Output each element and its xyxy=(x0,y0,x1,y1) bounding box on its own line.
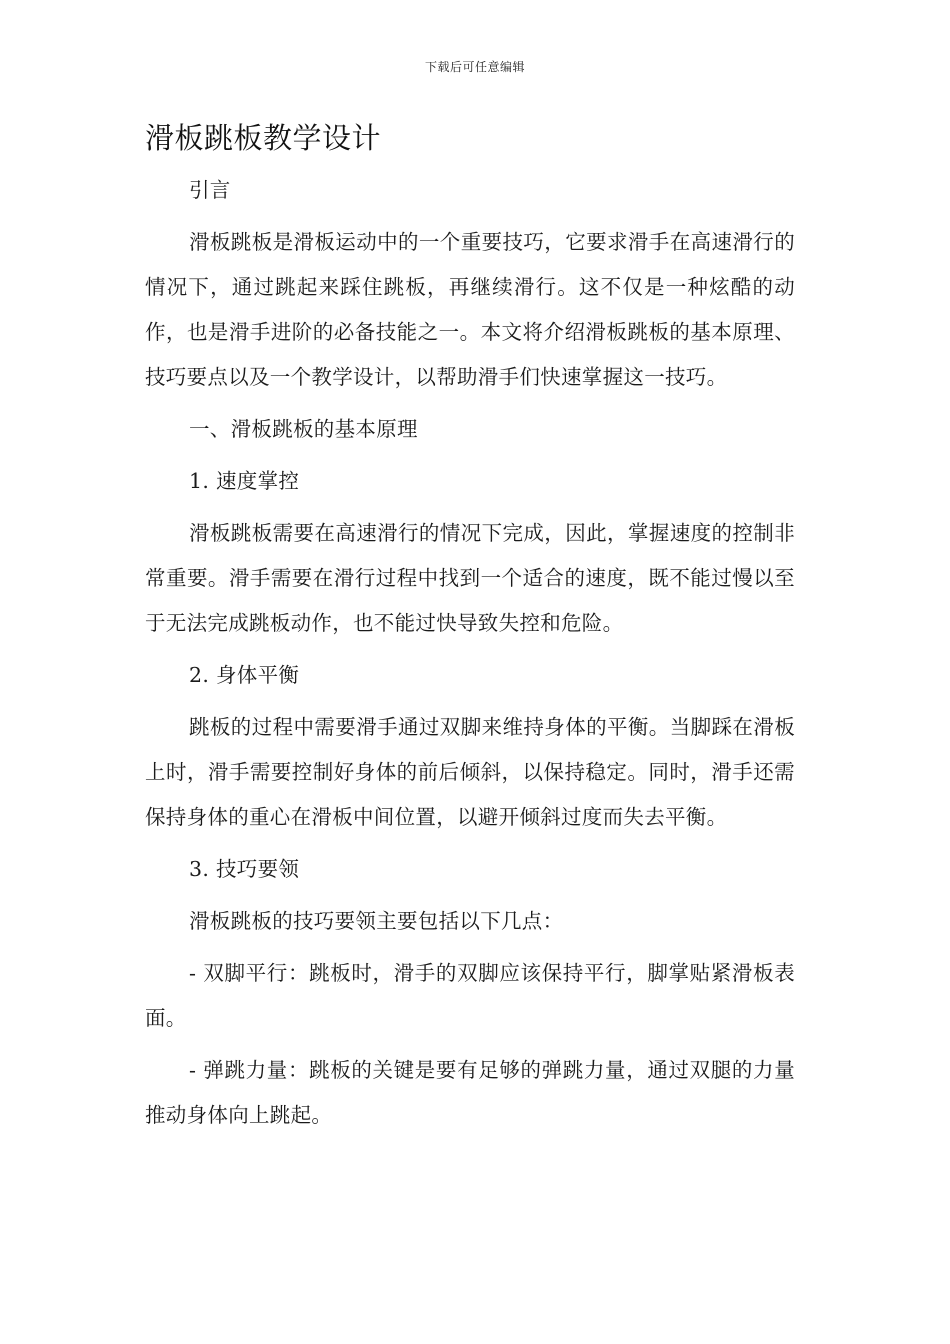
item-paragraph-technique: 滑板跳板的技巧要领主要包括以下几点： xyxy=(189,909,564,933)
item-paragraph-balance: 跳板的过程中需要滑手通过双脚来维持身体的平衡。当脚踩在滑板上时，滑手需要控制好身体的前后倾斜，以保持稳定。同时，滑手还需保持身体的重心在滑板中间位置，以避开倾斜过度而失去平衡。 xyxy=(145,715,795,829)
section-heading-principles: 一、滑板跳板的基本原理 xyxy=(189,417,418,441)
item-heading-technique: 3. 技巧要领 xyxy=(189,857,300,881)
technique-point-jump: - 弹跳力量：跳板的关键是要有足够的弹跳力量，通过双腿的力量推动身体向上跳起。 xyxy=(145,1058,795,1127)
technique-point-feet: - 双脚平行：跳板时，滑手的双脚应该保持平行，脚掌贴紧滑板表面。 xyxy=(145,961,795,1030)
item-heading-speed: 1. 速度掌控 xyxy=(189,469,300,493)
item-paragraph-speed: 滑板跳板需要在高速滑行的情况下完成，因此，掌握速度的控制非常重要。滑手需要在滑行过程中找到一个适合的速度，既不能过慢以至于无法完成跳板动作，也不能过快导致失控和危险。 xyxy=(145,521,795,635)
item-heading-balance: 2. 身体平衡 xyxy=(189,663,300,687)
document-title: 滑板跳板教学设计 xyxy=(145,121,382,155)
document-body xyxy=(145,168,795,1145)
intro-heading: 引言 xyxy=(189,178,231,202)
intro-paragraph: 滑板跳板是滑板运动中的一个重要技巧，它要求滑手在高速滑行的情况下，通过跳起来踩住跳板，再继续滑行。这不仅是一种炫酷的动作，也是滑手进阶的必备技能之一。本文将介绍滑板跳板的基本原理、技巧要点以及一个教学设计，以帮助滑手们快速掌握这一技巧。 xyxy=(145,230,795,389)
page-header-note: 下载后可任意编辑 xyxy=(424,60,525,74)
